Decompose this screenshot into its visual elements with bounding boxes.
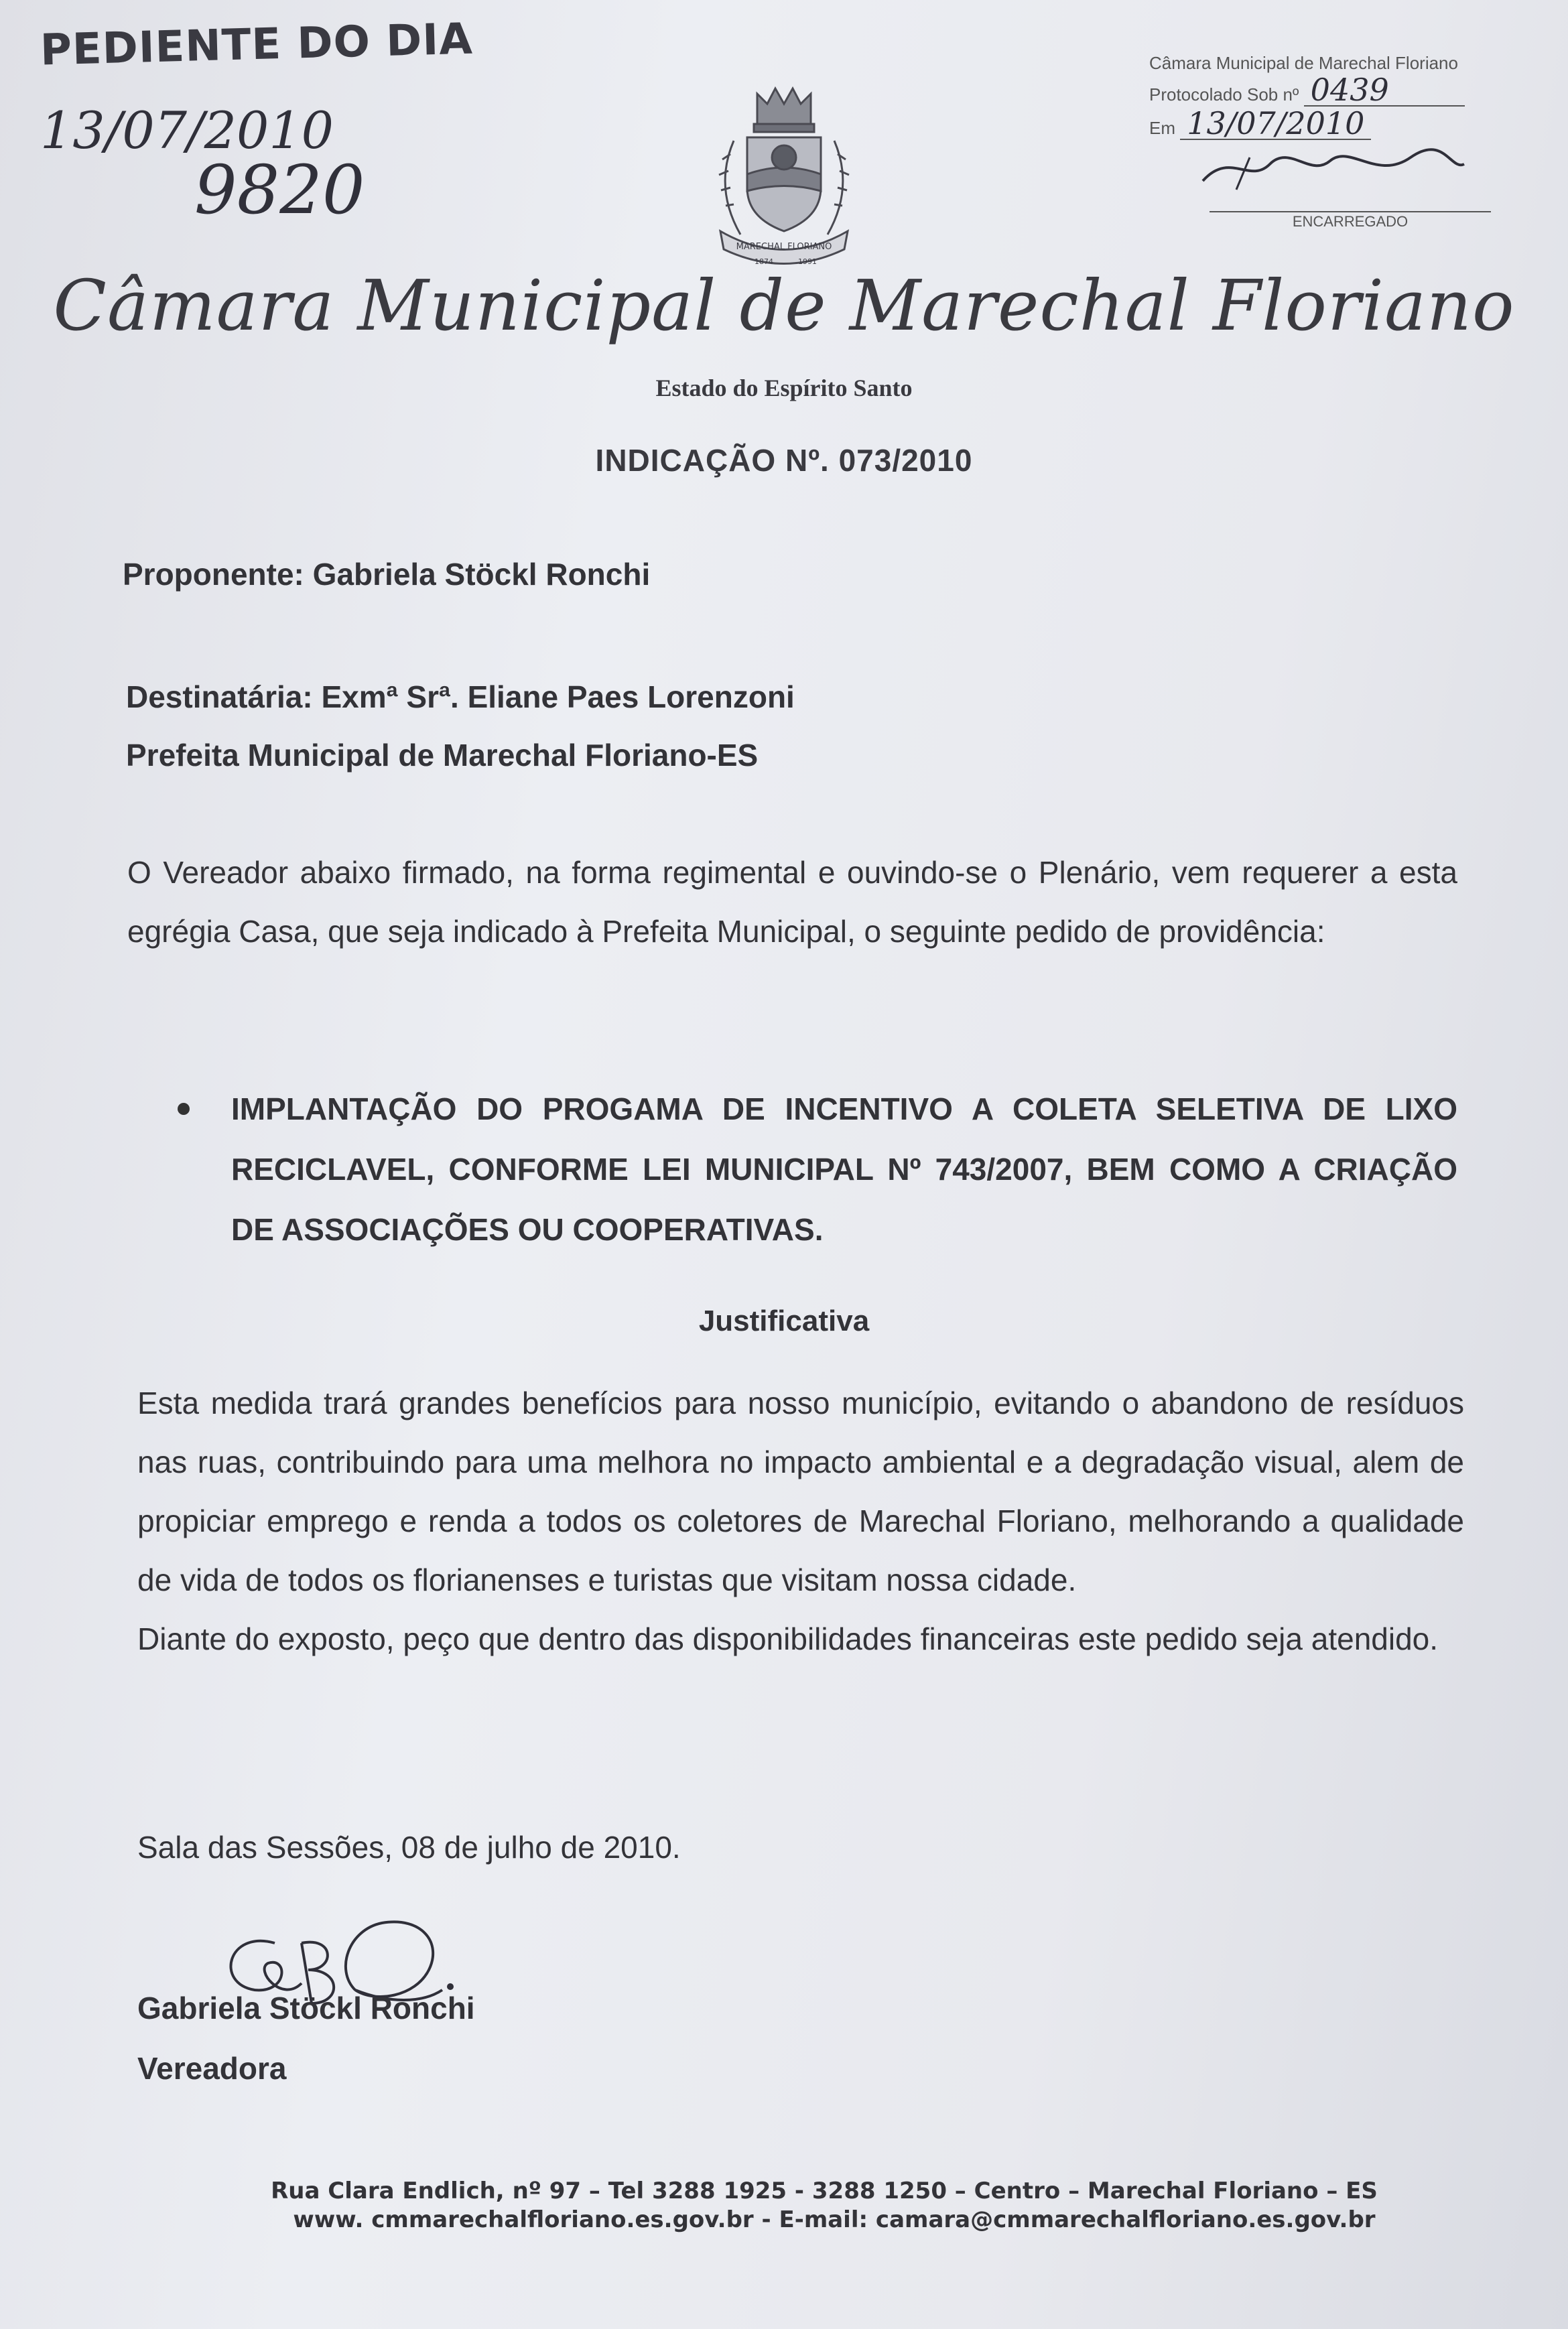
document-number: INDICAÇÃO Nº. 073/2010 [595,443,973,478]
protocol-number-label: Protocolado Sob nº [1149,84,1299,105]
justification-body [137,1374,1464,1668]
state-subtitle: Estado do Espírito Santo [655,375,913,401]
protocol-date-label: Em [1149,117,1175,138]
justification-paragraph-1: Esta medida trará grandes benefícios para nosso município, evitando o abandono de resíduos nas ruas, contribuindo para uma melhora no impacto ambiental e a degradação visual, alem de propiciar emprego e renda a todos os coletores de Marechal Floriano, melhorando a qualidade de vida de todos os florianenses e turistas que visitam nossa cidade. [137,1386,1464,1597]
protocol-signer-role: ENCARREGADO [1210,211,1491,230]
received-stamp-date: 13/07/2010 [40,101,334,160]
body-intro: O Vereador abaixo firmado, na forma regimental e ouvindo-se o Plenário, vem requerer a esta egrégia Casa, que seja indicado à Prefeita Municipal, o seguinte pedido de providência: [127,855,1457,949]
protocol-signature-icon [1189,144,1471,191]
justification-paragraph-2: Diante do exposto, peço que dentro das disponibilidades financeiras este pedido seja atendido. [137,1621,1439,1656]
recipient-label: Destinatária: [126,679,313,714]
svg-text:MARECHAL FLORIANO: MARECHAL FLORIANO [736,242,832,252]
request-text: IMPLANTAÇÃO DO PROGAMA DE INCENTIVO A COLETA SELETIVA DE LIXO RECICLAVEL, CONFORME LEI MUNICIPAL Nº 743/2007, BEM COMO A CRIAÇÃO DE ASSOCIAÇÕES OU COOPERATIVAS. [231,1091,1457,1247]
signer-role: Vereadora [137,2051,287,2086]
justification-title: Justificativa [698,1305,870,1337]
svg-text:1991: 1991 [798,257,817,266]
place-date: Sala das Sessões, 08 de julho de 2010. [137,1830,681,1865]
chamber-title: Câmara Municipal de Marechal Floriano [53,265,1515,346]
proponent-name: Gabriela Stöckl Ronchi [312,557,651,592]
protocol-number: 0439 [1304,74,1465,107]
recipient-name: Exmª Srª. Eliane Paes Lorenzoni [321,679,795,714]
received-stamp-number: 9820 [194,151,365,229]
protocol-institution: Câmara Municipal de Marechal Floriano [1149,53,1458,73]
signer-name: Gabriela Stöckl Ronchi [137,1991,475,2025]
protocol-number-row [1149,71,1524,108]
protocol-date-row [1149,105,1524,141]
proponent-line [123,556,650,592]
bullet-icon [178,1103,190,1115]
protocol-stamp [1149,54,1524,230]
recipient-title: Prefeita Municipal de Marechal Floriano-ES [126,738,759,773]
svg-text:1874: 1874 [755,257,773,266]
footer-address: Rua Clara Endlich, nº 97 – Tel 3288 1925 - 3288 1250 – Centro – Marechal Floriano – ES [271,2178,1378,2204]
recipient-line [126,679,795,715]
proponent-label: Proponente: [123,557,304,592]
coat-of-arms-icon [694,74,874,275]
received-stamp-title: PEDIENTE DO DIA [40,14,474,76]
protocol-date: 13/07/2010 [1180,108,1371,140]
footer-web-email: www. cmmarechalfloriano.es.gov.br - E-mail: camara@cmmarechalfloriano.es.gov.br [293,2206,1376,2233]
